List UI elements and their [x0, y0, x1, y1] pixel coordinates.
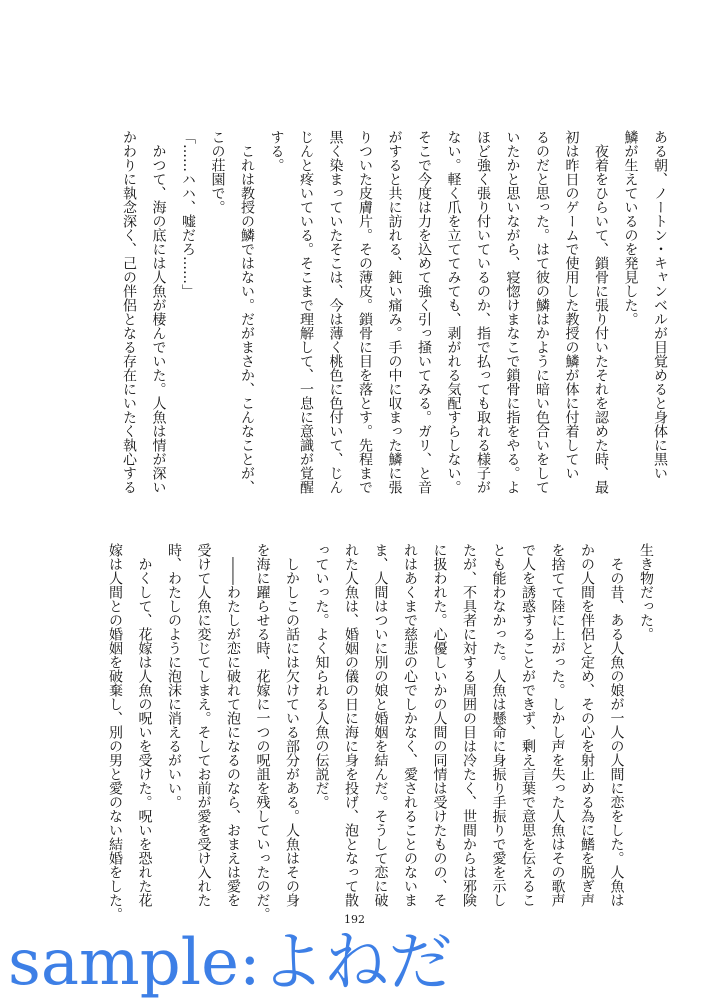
text-column: そこで今度は力を込めて強く引っ掻いてみる。ガリ、と音 [416, 130, 432, 494]
text-column: かくして、花嫁は人魚の呪いを受けた。呪いを恐れた花 [136, 543, 153, 907]
text-column: 受けて人魚に変じてしまえ。そしてお前が愛を受け入れた [195, 543, 212, 907]
text-column: ない。軽く爪を立ててみても、剥がれる気配すらしない。 [445, 130, 462, 494]
text-column: ほど強く張り付いているのか、指で払っても取れる様子が [475, 130, 491, 494]
text-column: を捨てて陸に上がった。しかし声を失った人魚はその歌声 [549, 543, 566, 907]
text-column: とも能わなかった。人魚は懸命に身振り手振りで愛を示し [490, 543, 507, 907]
text-column: に扱われた。心優しいかの人間の同情は受けたものの、そ [431, 543, 448, 907]
upper-text-block [114, 130, 675, 496]
text-column: がすると共に訪れる、鈍い痛み。手の中に収まった鱗に張 [386, 130, 403, 494]
text-column: かつて、海の底には人魚が棲んでいた。人魚は情が深い [150, 130, 167, 494]
text-column: 生き物だった。 [638, 543, 654, 641]
text-column: っていった。よく知られる人魚の伝説だ。 [313, 543, 330, 809]
text-column: この荘園で。 [209, 130, 226, 214]
text-column: ある朝、ノートン・キャンベルが目覚めると身体に黒い [652, 130, 668, 480]
text-column: これは教授の鱗ではない。だがまさか、こんなことが、 [239, 130, 255, 494]
text-column: で人を誘惑することができず、剰え言葉で意思を伝えるこ [520, 543, 536, 907]
text-column: かの人間を伴侶と定め、その心を射止める為に鰭を脱ぎ声 [579, 543, 595, 907]
text-column: 夜着をひらいて、鎖骨に張り付いたそれを認めた時、最 [593, 130, 609, 494]
text-column: 黒く染まっていたそこは、今は薄く桃色に色付いて、じん [327, 130, 344, 494]
text-column: じんと疼いている。そこまで理解して、一息に意識が覚醒 [298, 130, 314, 494]
text-column: する。 [268, 130, 285, 172]
text-column: りついた皮膚片。その薄皮。鎖骨に目を落とす。先程まで [357, 130, 373, 494]
text-column: その昔、ある人魚の娘が一人の人間に恋をした。人魚は [608, 543, 625, 907]
text-column: かわりに執念深く、己の伴侶となる存在にいたく執心する [121, 130, 137, 494]
text-column: 「……ハハ、嘘だろ……」 [180, 130, 196, 298]
text-column: しかしこの話には欠けている部分がある。人魚はその身 [284, 543, 300, 907]
text-column: 時、わたしのように泡沫に消えるがいい。 [166, 543, 182, 809]
text-column: 鱗が生えているのを発見した。 [622, 130, 639, 326]
text-column: を海に躍らせる時、花嫁に一つの呪詛を残していったのだ。 [254, 543, 271, 921]
text-column: ま、人間はついに別の娘と婚姻を結んだ。そうして恋に破 [372, 543, 389, 907]
text-column: たが、不具者に対する周囲の目は冷たく、世間からは邪険 [461, 543, 477, 907]
sample-watermark: sample:よねだ [8, 926, 453, 1000]
text-column: 初は昨日のゲームで使用した教授の鱗が体に付着してい [563, 130, 580, 480]
text-column: れた人魚は、婚姻の儀の日に海に身を投げ、泡となって散 [343, 543, 359, 907]
text-column: ――わたしが恋に破れて泡になるのなら、おまえは愛を [225, 543, 241, 907]
text-column: れはあくまで慈悲の心でしかなく、愛されることのないま [402, 543, 418, 907]
page-number: 192 [344, 913, 365, 926]
text-column: るのだと思った。はて彼の鱗はかように暗い色合いをして [534, 130, 550, 494]
text-column: 嫁は人間との婚姻を破棄し、別の男と愛のない結婚をした。 [107, 543, 123, 921]
text-column: いたかと思いながら、寝惚けまなこで鎖骨に指をやる。よ [504, 130, 521, 494]
